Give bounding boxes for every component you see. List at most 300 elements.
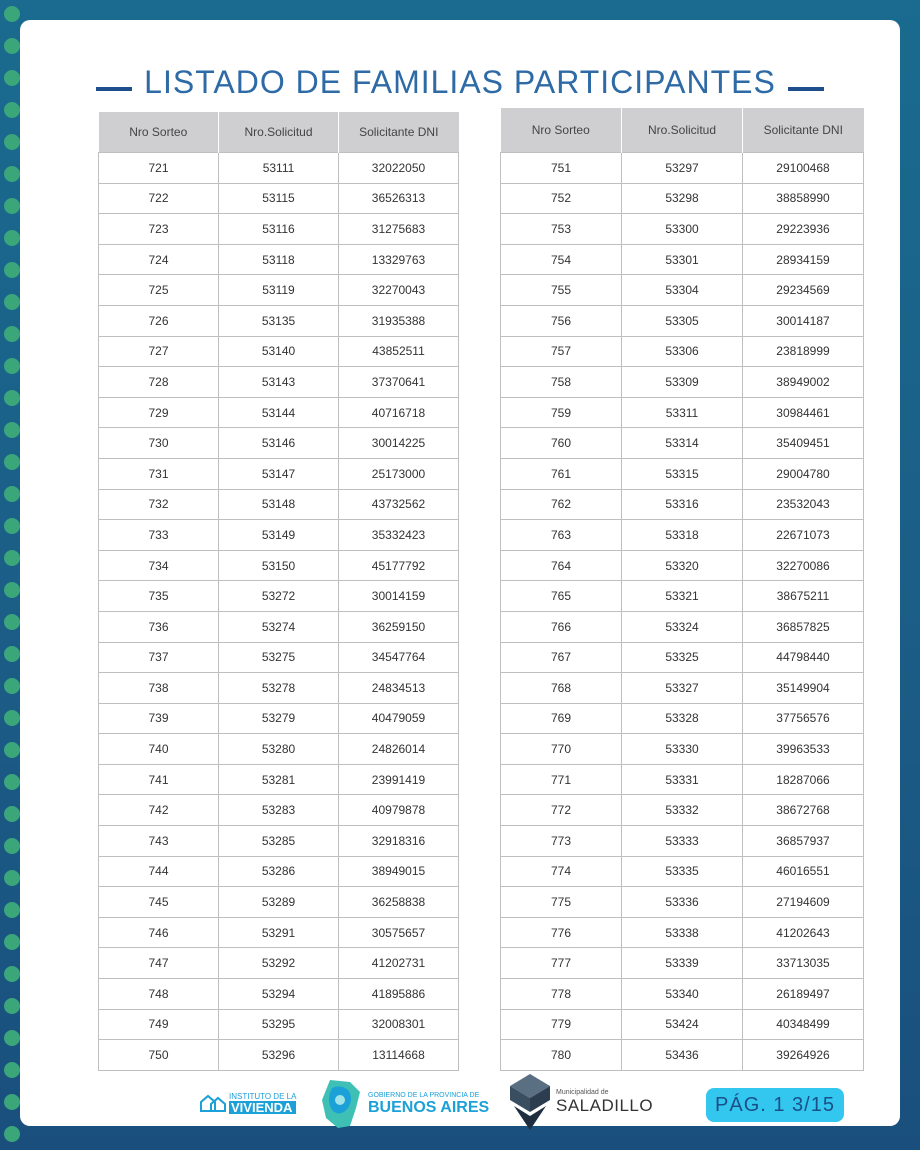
saladillo-cube-icon [508,1072,552,1132]
cell-solicitante-dni: 39264926 [743,1040,864,1071]
vivienda-big-text: VIVIENDA [229,1101,296,1114]
title-rule-left [96,87,132,91]
cell-solicitante-dni: 26189497 [743,979,864,1010]
table-row [501,917,864,948]
cell-solicitante-dni: 32270043 [339,275,459,306]
table-row [501,489,864,520]
cell-nro-solicitud: 53332 [622,795,743,826]
cell-nro-sorteo: 757 [501,336,622,367]
cell-solicitante-dni: 39963533 [743,734,864,765]
cell-nro-sorteo: 770 [501,734,622,765]
cell-solicitante-dni: 36258838 [339,887,459,918]
table-header-row [99,112,459,153]
cell-solicitante-dni: 38672768 [743,795,864,826]
cell-nro-solicitud: 53304 [622,275,743,306]
cell-solicitante-dni: 32022050 [339,153,459,184]
cell-nro-solicitud: 53111 [219,153,339,184]
decorative-dot [4,1094,20,1110]
cell-nro-sorteo: 777 [501,948,622,979]
cell-solicitante-dni: 30014225 [339,428,459,459]
ba-big-text: BUENOS AIRES [368,1098,490,1116]
cell-nro-solicitud: 53294 [219,979,339,1010]
table-row [99,673,459,704]
page-number-badge: PÁG. 1 3/15 [706,1088,844,1122]
table-row [501,826,864,857]
cell-solicitante-dni: 29234569 [743,275,864,306]
cell-nro-sorteo: 731 [99,458,219,489]
cell-nro-solicitud: 53147 [219,458,339,489]
cell-nro-solicitud: 53135 [219,305,339,336]
table-row [99,305,459,336]
cell-nro-sorteo: 759 [501,397,622,428]
cell-solicitante-dni: 24826014 [339,734,459,765]
cell-nro-solicitud: 53292 [219,948,339,979]
table-row [501,764,864,795]
decorative-dot [4,710,20,726]
decorative-dot [4,358,20,374]
cell-nro-sorteo: 738 [99,673,219,704]
table-row [99,826,459,857]
decorative-dot [4,230,20,246]
house-logo-icon [200,1094,226,1112]
table-row [99,1040,459,1071]
table-row [99,1009,459,1040]
cell-nro-sorteo: 766 [501,611,622,642]
cell-nro-solicitud: 53143 [219,367,339,398]
table-row [501,336,864,367]
ba-small-text: GOBIERNO DE LA PROVINCIA DE [368,1091,480,1099]
table-row [99,856,459,887]
cell-solicitante-dni: 31935388 [339,305,459,336]
cell-solicitante-dni: 43852511 [339,336,459,367]
decorative-dot [4,454,20,470]
cell-nro-sorteo: 761 [501,458,622,489]
table-row [501,367,864,398]
cell-solicitante-dni: 37756576 [743,703,864,734]
cell-nro-sorteo: 776 [501,917,622,948]
decorative-dot [4,1062,20,1078]
cell-solicitante-dni: 32008301 [339,1009,459,1040]
saladillo-big-text: SALADILLO [556,1095,654,1115]
header-solicitante-dni: Solicitante DNI [743,108,864,153]
cell-nro-sorteo: 737 [99,642,219,673]
cell-nro-solicitud: 53286 [219,856,339,887]
cell-nro-solicitud: 53335 [622,856,743,887]
decorative-dot [4,870,20,886]
cell-solicitante-dni: 41202643 [743,917,864,948]
title-bar [20,62,900,102]
cell-nro-sorteo: 742 [99,795,219,826]
cell-nro-solicitud: 53297 [622,153,743,184]
cell-solicitante-dni: 30014187 [743,305,864,336]
cell-nro-solicitud: 53316 [622,489,743,520]
cell-solicitante-dni: 23991419 [339,764,459,795]
cell-nro-solicitud: 53333 [622,826,743,857]
cell-nro-solicitud: 53119 [219,275,339,306]
cell-nro-sorteo: 741 [99,764,219,795]
cell-nro-solicitud: 53298 [622,183,743,214]
table-row [99,734,459,765]
cell-solicitante-dni: 35409451 [743,428,864,459]
table-row [501,979,864,1010]
table-row [99,153,459,184]
table-row [501,520,864,551]
cell-nro-solicitud: 53324 [622,611,743,642]
cell-nro-sorteo: 768 [501,673,622,704]
cell-nro-sorteo: 765 [501,581,622,612]
table-row [501,1040,864,1071]
cell-solicitante-dni: 46016551 [743,856,864,887]
decorative-dot [4,6,20,22]
decorative-dot [4,422,20,438]
cell-nro-sorteo: 750 [99,1040,219,1071]
table-header-row [501,108,864,153]
cell-solicitante-dni: 23532043 [743,489,864,520]
decorative-dots [0,0,22,1150]
cell-solicitante-dni: 36857825 [743,611,864,642]
cell-solicitante-dni: 36259150 [339,611,459,642]
cell-solicitante-dni: 28934159 [743,244,864,275]
cell-nro-sorteo: 732 [99,489,219,520]
cell-solicitante-dni: 13114668 [339,1040,459,1071]
cell-solicitante-dni: 41202731 [339,948,459,979]
cell-nro-sorteo: 734 [99,550,219,581]
cell-solicitante-dni: 38949015 [339,856,459,887]
table-row [501,397,864,428]
cell-nro-sorteo: 726 [99,305,219,336]
decorative-dot [4,390,20,406]
cell-nro-solicitud: 53424 [622,1009,743,1040]
table-row [501,428,864,459]
cell-solicitante-dni: 35332423 [339,520,459,551]
table-row [501,244,864,275]
cell-nro-solicitud: 53318 [622,520,743,551]
instituto-vivienda-logo [200,1092,296,1114]
cell-nro-sorteo: 745 [99,887,219,918]
cell-nro-solicitud: 53314 [622,428,743,459]
cell-nro-solicitud: 53280 [219,734,339,765]
cell-nro-sorteo: 736 [99,611,219,642]
cell-nro-sorteo: 775 [501,887,622,918]
cell-nro-sorteo: 754 [501,244,622,275]
cell-nro-solicitud: 53150 [219,550,339,581]
decorative-dot [4,326,20,342]
cell-nro-sorteo: 778 [501,979,622,1010]
cell-nro-sorteo: 744 [99,856,219,887]
cell-nro-sorteo: 730 [99,428,219,459]
table-row [501,214,864,245]
table-row [99,244,459,275]
table-row [501,611,864,642]
cell-nro-solicitud: 53436 [622,1040,743,1071]
cell-nro-solicitud: 53301 [622,244,743,275]
decorative-dot [4,838,20,854]
table-row [99,795,459,826]
cell-solicitante-dni: 32918316 [339,826,459,857]
cell-solicitante-dni: 44798440 [743,642,864,673]
cell-nro-solicitud: 53336 [622,887,743,918]
cell-solicitante-dni: 38858990 [743,183,864,214]
decorative-dot [4,678,20,694]
cell-nro-solicitud: 53328 [622,703,743,734]
decorative-dot [4,294,20,310]
cell-solicitante-dni: 43732562 [339,489,459,520]
table-row [501,581,864,612]
decorative-dot [4,550,20,566]
cell-nro-sorteo: 752 [501,183,622,214]
cell-nro-sorteo: 758 [501,367,622,398]
cell-solicitante-dni: 33713035 [743,948,864,979]
decorative-dot [4,582,20,598]
cell-nro-solicitud: 53340 [622,979,743,1010]
cell-solicitante-dni: 29004780 [743,458,864,489]
table-row [99,948,459,979]
table-row [99,581,459,612]
cell-nro-solicitud: 53274 [219,611,339,642]
page-title: LISTADO DE FAMILIAS PARTICIPANTES [144,63,776,100]
table-row [99,183,459,214]
saladillo-logo [508,1072,653,1132]
table-row [99,275,459,306]
header-nro-solicitud: Nro.Solicitud [622,108,743,153]
cell-nro-solicitud: 53315 [622,458,743,489]
header-nro-sorteo: Nro Sorteo [99,112,219,153]
decorative-dot [4,902,20,918]
table-row [99,336,459,367]
cell-nro-solicitud: 53331 [622,764,743,795]
decorative-dot [4,518,20,534]
cell-nro-solicitud: 53278 [219,673,339,704]
decorative-dot [4,774,20,790]
cell-nro-solicitud: 53144 [219,397,339,428]
cell-nro-solicitud: 53116 [219,214,339,245]
cell-nro-solicitud: 53272 [219,581,339,612]
cell-nro-sorteo: 762 [501,489,622,520]
cell-nro-sorteo: 743 [99,826,219,857]
cell-solicitante-dni: 41895886 [339,979,459,1010]
table-row [99,917,459,948]
cell-solicitante-dni: 25173000 [339,458,459,489]
decorative-dot [4,134,20,150]
cell-solicitante-dni: 34547764 [339,642,459,673]
cell-nro-sorteo: 767 [501,642,622,673]
cell-nro-sorteo: 772 [501,795,622,826]
cell-solicitante-dni: 18287066 [743,764,864,795]
decorative-dot [4,806,20,822]
table-row [501,183,864,214]
cell-solicitante-dni: 30014159 [339,581,459,612]
cell-nro-solicitud: 53305 [622,305,743,336]
participants-table-right [500,108,864,1071]
table-row [99,764,459,795]
cell-solicitante-dni: 30575657 [339,917,459,948]
cell-solicitante-dni: 40479059 [339,703,459,734]
cell-nro-solicitud: 53306 [622,336,743,367]
cell-nro-solicitud: 53330 [622,734,743,765]
cell-nro-solicitud: 53281 [219,764,339,795]
cell-nro-sorteo: 780 [501,1040,622,1071]
cell-nro-sorteo: 735 [99,581,219,612]
cell-nro-solicitud: 53338 [622,917,743,948]
cell-nro-sorteo: 764 [501,550,622,581]
cell-nro-solicitud: 53321 [622,581,743,612]
cell-nro-sorteo: 725 [99,275,219,306]
cell-nro-solicitud: 53285 [219,826,339,857]
cell-nro-solicitud: 53309 [622,367,743,398]
cell-nro-solicitud: 53289 [219,887,339,918]
table-row [501,948,864,979]
cell-nro-sorteo: 751 [501,153,622,184]
cell-nro-sorteo: 753 [501,214,622,245]
cell-nro-solicitud: 53291 [219,917,339,948]
cell-nro-solicitud: 53295 [219,1009,339,1040]
decorative-dot [4,198,20,214]
document-card [20,20,900,1126]
table-row [99,397,459,428]
cell-nro-solicitud: 53296 [219,1040,339,1071]
footer-logos [20,1072,900,1132]
table-row [501,734,864,765]
cell-nro-sorteo: 779 [501,1009,622,1040]
decorative-dot [4,38,20,54]
cell-nro-solicitud: 53115 [219,183,339,214]
decorative-dot [4,166,20,182]
cell-nro-solicitud: 53327 [622,673,743,704]
cell-nro-solicitud: 53320 [622,550,743,581]
cell-nro-sorteo: 733 [99,520,219,551]
decorative-dot [4,262,20,278]
cell-solicitante-dni: 38949002 [743,367,864,398]
decorative-dot [4,934,20,950]
cell-nro-solicitud: 53148 [219,489,339,520]
table-row [501,153,864,184]
decorative-dot [4,966,20,982]
cell-nro-solicitud: 53275 [219,642,339,673]
cell-solicitante-dni: 22671073 [743,520,864,551]
buenos-aires-logo [320,1078,489,1130]
table-row [501,458,864,489]
table-row [501,1009,864,1040]
cell-nro-sorteo: 727 [99,336,219,367]
cell-solicitante-dni: 36526313 [339,183,459,214]
table-row [99,887,459,918]
cell-solicitante-dni: 38675211 [743,581,864,612]
decorative-dot [4,70,20,86]
cell-nro-solicitud: 53283 [219,795,339,826]
table-row [501,550,864,581]
cell-nro-sorteo: 724 [99,244,219,275]
decorative-dot [4,1126,20,1142]
cell-nro-solicitud: 53311 [622,397,743,428]
cell-solicitante-dni: 40716718 [339,397,459,428]
vivienda-small-text: INSTITUTO DE LA [229,1092,297,1101]
cell-solicitante-dni: 40979878 [339,795,459,826]
table-row [501,673,864,704]
cell-nro-sorteo: 748 [99,979,219,1010]
header-nro-solicitud: Nro.Solicitud [219,112,339,153]
cell-solicitante-dni: 32270086 [743,550,864,581]
table-row [99,642,459,673]
decorative-dot [4,742,20,758]
cell-nro-sorteo: 747 [99,948,219,979]
cell-nro-sorteo: 723 [99,214,219,245]
table-row [99,214,459,245]
table-row [501,642,864,673]
cell-nro-solicitud: 53118 [219,244,339,275]
cell-nro-sorteo: 771 [501,764,622,795]
cell-solicitante-dni: 27194609 [743,887,864,918]
cell-solicitante-dni: 23818999 [743,336,864,367]
table-row [501,305,864,336]
cell-solicitante-dni: 29100468 [743,153,864,184]
cell-nro-solicitud: 53149 [219,520,339,551]
cell-nro-solicitud: 53325 [622,642,743,673]
table-row [501,795,864,826]
participants-table-left [98,112,459,1071]
table-row [501,703,864,734]
cell-nro-sorteo: 760 [501,428,622,459]
cell-nro-sorteo: 746 [99,917,219,948]
cell-nro-sorteo: 749 [99,1009,219,1040]
cell-solicitante-dni: 30984461 [743,397,864,428]
title-rule-right [788,87,824,91]
cell-nro-sorteo: 769 [501,703,622,734]
cell-nro-sorteo: 774 [501,856,622,887]
cell-nro-solicitud: 53140 [219,336,339,367]
cell-nro-solicitud: 53300 [622,214,743,245]
cell-nro-sorteo: 729 [99,397,219,428]
province-map-icon [320,1078,362,1130]
table-row [99,520,459,551]
decorative-dot [4,614,20,630]
table-row [99,428,459,459]
cell-nro-sorteo: 728 [99,367,219,398]
table-row [99,979,459,1010]
table-row [501,887,864,918]
cell-solicitante-dni: 37370641 [339,367,459,398]
cell-nro-solicitud: 53279 [219,703,339,734]
table-row [99,458,459,489]
cell-solicitante-dni: 45177792 [339,550,459,581]
cell-solicitante-dni: 29223936 [743,214,864,245]
cell-solicitante-dni: 24834513 [339,673,459,704]
cell-nro-solicitud: 53146 [219,428,339,459]
cell-nro-solicitud: 53339 [622,948,743,979]
table-row [99,489,459,520]
cell-solicitante-dni: 35149904 [743,673,864,704]
cell-nro-sorteo: 763 [501,520,622,551]
header-solicitante-dni: Solicitante DNI [339,112,459,153]
cell-nro-sorteo: 755 [501,275,622,306]
decorative-dot [4,646,20,662]
table-row [99,611,459,642]
decorative-dot [4,1030,20,1046]
decorative-dot [4,998,20,1014]
cell-nro-sorteo: 721 [99,153,219,184]
table-row [501,275,864,306]
cell-solicitante-dni: 40348499 [743,1009,864,1040]
cell-nro-sorteo: 756 [501,305,622,336]
table-row [99,367,459,398]
cell-solicitante-dni: 36857937 [743,826,864,857]
decorative-dot [4,486,20,502]
cell-nro-sorteo: 740 [99,734,219,765]
table-row [99,550,459,581]
header-nro-sorteo: Nro Sorteo [501,108,622,153]
cell-solicitante-dni: 31275683 [339,214,459,245]
table-row [501,856,864,887]
table-row [99,703,459,734]
